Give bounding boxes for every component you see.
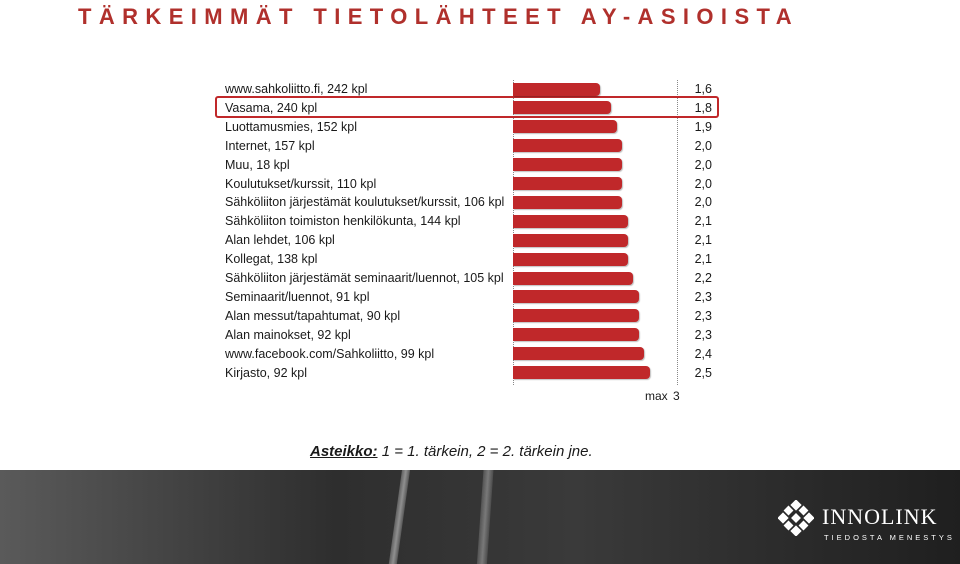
page-title: TÄRKEIMMÄT TIETOLÄHTEET AY-ASIOISTA (78, 4, 800, 29)
logo-name: INNOLINK (822, 504, 938, 529)
category-label: Vasama, 240 kpl (225, 100, 318, 115)
bar (513, 139, 622, 152)
category-label: Alan messut/tapahtumat, 90 kpl (225, 308, 401, 323)
bar (513, 347, 644, 360)
bar (513, 120, 617, 133)
bar (513, 234, 628, 247)
footer-decoration (387, 470, 412, 564)
value-label: 2,4 (694, 346, 712, 361)
axis-max-value: 3 (673, 389, 680, 403)
category-label: www.sahkoliitto.fi, 242 kpl (225, 82, 368, 96)
bar (513, 290, 639, 303)
value-label: 2,3 (694, 327, 712, 342)
category-label: Muu, 18 kpl (225, 157, 290, 172)
category-label: Alan lehdet, 106 kpl (225, 233, 335, 248)
value-label: 2,0 (694, 176, 712, 191)
bar (513, 83, 600, 96)
value-label: 2,0 (694, 157, 712, 172)
category-label: Luottamusmies, 152 kpl (225, 119, 358, 134)
value-label: 1,8 (694, 100, 712, 115)
category-label: www.facebook.com/Sahkoliitto, 99 kpl (225, 346, 435, 361)
scale-note-text: 1 = 1. tärkein, 2 = 2. tärkein jne. (377, 443, 593, 460)
bar (513, 158, 622, 171)
category-label: Kirjasto, 92 kpl (225, 365, 307, 380)
category-label: Alan mainokset, 92 kpl (225, 327, 351, 342)
category-label: Koulutukset/kurssit, 110 kpl (225, 176, 377, 191)
innolink-logo-icon (778, 500, 814, 536)
bar (513, 101, 611, 114)
category-label: Seminaarit/luennot, 91 kpl (225, 289, 370, 304)
scale-note (310, 441, 710, 463)
bar (513, 177, 622, 190)
bar (513, 366, 650, 379)
value-label: 2,3 (694, 289, 712, 304)
value-label: 2,1 (694, 214, 712, 229)
scale-note-label: Asteikko: (310, 443, 378, 460)
value-label: 2,0 (694, 138, 712, 153)
bar (513, 215, 628, 228)
value-label: 1,9 (694, 119, 712, 134)
value-label: 2,5 (694, 365, 712, 380)
value-label: 2,2 (694, 271, 712, 285)
bar (513, 196, 622, 209)
category-label: Internet, 157 kpl (225, 138, 315, 153)
category-label: Sähköliiton järjestämät koulutukset/kurssit, 106 kpl (225, 195, 505, 210)
value-label: 2,3 (694, 308, 712, 323)
bar (513, 328, 639, 341)
value-label: 2,1 (694, 252, 712, 267)
bar (513, 272, 633, 285)
bar (513, 253, 628, 266)
logo-tagline: TIEDOSTA MENESTYS (824, 533, 955, 542)
value-label: 1,6 (694, 82, 712, 96)
value-label: 2,0 (694, 195, 712, 210)
category-label: Kollegat, 138 kpl (225, 252, 318, 267)
bar (513, 309, 639, 322)
footer-decoration (476, 470, 494, 564)
value-label: 2,1 (694, 233, 712, 248)
axis-max-label: max (645, 389, 668, 403)
category-label: Sähköliiton järjestämät seminaarit/luennot, 105 kpl (225, 271, 504, 285)
footer-banner (0, 470, 960, 564)
category-label: Sähköliiton toimiston henkilökunta, 144 kpl (225, 214, 461, 229)
